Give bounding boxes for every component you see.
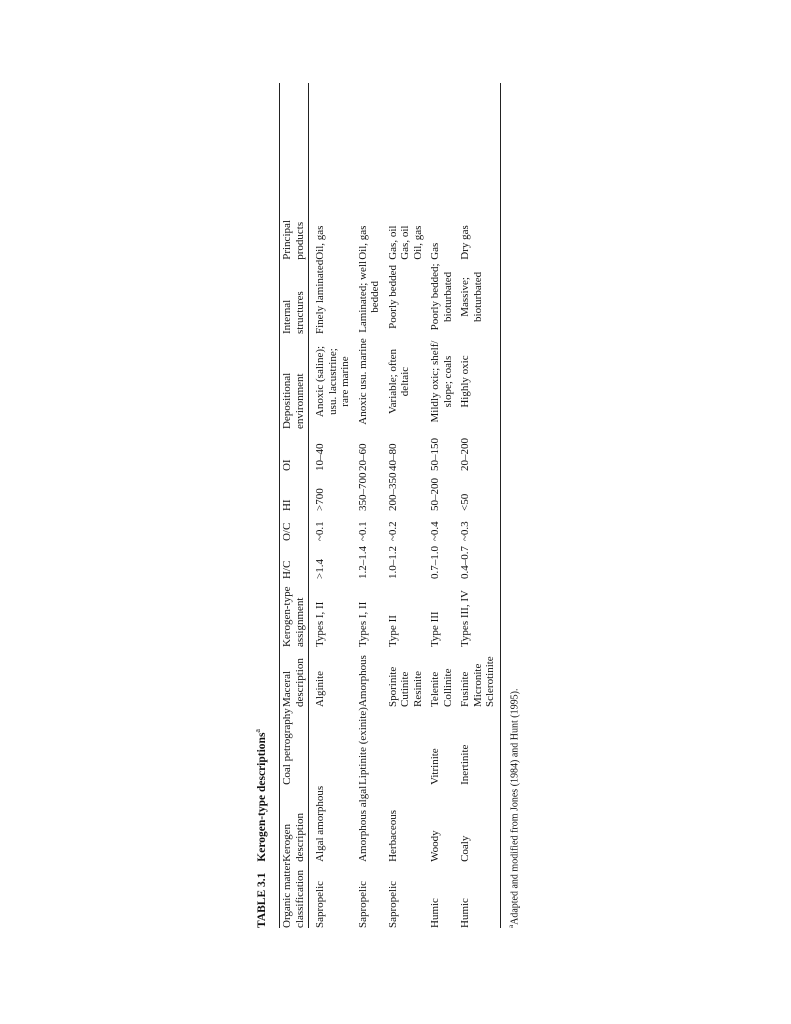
cell-oi [459, 429, 502, 471]
cell-line: ~0.1 [314, 521, 326, 542]
cell-omc [387, 862, 430, 928]
cell-line: Oil, gas [411, 225, 424, 260]
cell-line: Amorphous [356, 655, 369, 708]
cell-line: Variable; often [386, 348, 399, 415]
cell-line: 20–200 [459, 438, 471, 472]
cell-line: Sporinite [386, 666, 399, 708]
cell-line: bioturbated [471, 271, 484, 322]
cell-kta [308, 579, 357, 647]
cell-cp [387, 707, 430, 785]
cell-line: Anoxic (saline); [314, 345, 326, 418]
cell-md [459, 647, 502, 707]
column-header-de [281, 334, 308, 429]
cell-line: Resinite [411, 670, 424, 708]
cell-line: deltaic [399, 366, 411, 397]
column-header-oi [281, 429, 308, 471]
cell-kd [357, 785, 387, 862]
cell-line: 0.7–1.0 [429, 546, 441, 580]
cell-line: Gas, oil [399, 225, 411, 260]
cell-is [459, 260, 502, 334]
kerogen-type-table [281, 220, 502, 928]
cell-omc [308, 862, 357, 928]
cell-line: Gas, oil [386, 225, 399, 260]
column-header-line: description [293, 658, 306, 708]
cell-line: Types I, II [314, 601, 326, 648]
table-footnote [507, 689, 520, 928]
cell-kd [308, 785, 357, 862]
table-header-row [281, 220, 308, 928]
cell-line: rare marine [339, 356, 351, 407]
column-header-line: Coal petrography [281, 708, 293, 785]
cell-line: Type III [429, 611, 441, 648]
footnote-text: Adapted and modified from Jones (1984) and Hunt (1995). [509, 688, 521, 925]
cell-oc [429, 511, 459, 541]
cell-kta [357, 579, 387, 647]
cell-pp [459, 220, 502, 260]
column-header-line: assignment [293, 597, 306, 648]
cell-line: Sapropelic [356, 880, 369, 928]
cell-is [357, 260, 387, 334]
cell-kta [429, 579, 459, 647]
cell-line: 200–350 [386, 472, 399, 512]
cell-line: Collinite [441, 668, 454, 708]
cell-md [387, 647, 430, 707]
cell-hi [357, 471, 387, 511]
cell-is [387, 260, 430, 334]
column-header-line: Depositional [281, 372, 293, 430]
cell-kta [459, 579, 502, 647]
table-title [253, 729, 268, 862]
column-header-line: structures [293, 291, 306, 335]
cell-line: Herbaceous [386, 810, 399, 862]
cell-line: Mildly oxic; shelf/ [429, 340, 441, 423]
column-header-line: Organic matter [281, 861, 293, 928]
cell-oi [429, 429, 459, 471]
cell-hc [459, 541, 502, 579]
cell-line: Coaly [459, 835, 471, 862]
cell-hc [429, 541, 459, 579]
column-header-is [281, 260, 308, 334]
cell-line: Dry gas [459, 225, 471, 260]
table-title-note-mark: a [253, 729, 262, 733]
column-header-pp [281, 220, 308, 260]
cell-line: Oil, gas [314, 225, 326, 260]
cell-cp [308, 707, 357, 785]
cell-oc [308, 511, 357, 541]
table-title-text: Kerogen-type descriptions [255, 732, 268, 862]
cell-omc [459, 862, 502, 928]
cell-hc [357, 541, 387, 579]
table-caption [253, 729, 268, 928]
cell-hc [387, 541, 430, 579]
cell-is [308, 260, 357, 334]
table-top-rule [279, 83, 280, 928]
cell-md [357, 647, 387, 707]
cell-oc [387, 511, 430, 541]
column-header-line: HI [281, 499, 293, 512]
cell-omc [357, 862, 387, 928]
cell-line: 10–40 [314, 443, 326, 472]
column-header-line: environment [293, 373, 306, 430]
cell-pp [357, 220, 387, 260]
cell-line: ~0.1 [356, 521, 369, 542]
column-header-line: O/C [281, 522, 293, 542]
table-label: TABLE 3.1 [255, 872, 268, 928]
column-header-oc [281, 511, 308, 541]
table-row [429, 220, 459, 928]
cell-line: ~0.2 [386, 521, 399, 542]
column-header-line: Kerogen-type [281, 586, 293, 648]
column-header-cp [281, 707, 308, 785]
cell-cp [429, 707, 459, 785]
column-header-line: Maceral [281, 670, 293, 708]
cell-line: Fusinite [459, 671, 471, 708]
cell-line: >700 [314, 488, 326, 512]
cell-line: Inertinite [459, 744, 471, 785]
cell-line: 1.0–1.2 [386, 546, 399, 580]
column-header-line: Internal [281, 299, 293, 335]
cell-hi [429, 471, 459, 511]
column-header-line: products [293, 221, 306, 260]
cell-line: Vitrinite [429, 748, 441, 785]
cell-line: 0.4–0.7 [459, 546, 471, 580]
column-header-line: Principal [281, 220, 293, 260]
cell-line: Types III, IV [459, 590, 471, 648]
column-header-hc [281, 541, 308, 579]
cell-line: Types I, II [356, 601, 369, 648]
footnote-mark: a [507, 924, 515, 928]
cell-kd [387, 785, 430, 862]
cell-line: Finely laminated [314, 259, 326, 335]
cell-line: Type II [386, 615, 399, 648]
cell-line: usu. lacustrine; [326, 348, 339, 415]
cell-line: Telenite [429, 671, 441, 708]
cell-line: Liptinite (exinite) [356, 707, 369, 785]
column-header-kd [281, 785, 308, 862]
cell-cp [357, 707, 387, 785]
cell-md [429, 647, 459, 707]
cell-md [308, 647, 357, 707]
cell-line: bedded [369, 281, 381, 313]
cell-omc [429, 862, 459, 928]
cell-line: slope; coals [441, 355, 454, 408]
cell-line: Massive; [459, 277, 471, 317]
cell-oi [357, 429, 387, 471]
cell-line: ~0.4 [429, 521, 441, 542]
cell-line: >1.4 [314, 559, 326, 580]
cell-pp [308, 220, 357, 260]
cell-de [387, 334, 430, 429]
cell-hi [308, 471, 357, 511]
cell-line: 350–700 [356, 472, 369, 512]
cell-de [357, 334, 387, 429]
cell-line: Highly oxic [459, 355, 471, 408]
cell-line: Poorly bedded [386, 264, 399, 329]
cell-line: Cutinite [399, 671, 411, 708]
column-header-hi [281, 471, 308, 511]
column-header-line: OI [281, 459, 293, 472]
table-row [308, 220, 357, 928]
cell-hc [308, 541, 357, 579]
cell-hi [387, 471, 430, 511]
column-header-kta [281, 579, 308, 647]
cell-de [459, 334, 502, 429]
column-header-line: Kerogen [281, 824, 293, 862]
cell-line: Anoxic usu. marine [356, 338, 369, 425]
cell-kd [459, 785, 502, 862]
cell-cp [459, 707, 502, 785]
cell-line: Woody [429, 830, 441, 862]
cell-line: 20–60 [356, 443, 369, 472]
cell-pp [387, 220, 430, 260]
cell-oi [308, 429, 357, 471]
cell-line: Gas [429, 242, 441, 260]
cell-kta [387, 579, 430, 647]
cell-line: Alginite [314, 670, 326, 708]
table-row [459, 220, 502, 928]
column-header-line: H/C [281, 560, 293, 580]
cell-line: 1.2–1.4 [356, 546, 369, 580]
cell-line: Amorphous algal [356, 785, 369, 862]
cell-line: Sapropelic [386, 880, 399, 928]
cell-line: Oil, gas [356, 225, 369, 260]
cell-pp [429, 220, 459, 260]
cell-line: bioturbated [441, 271, 454, 322]
cell-oc [357, 511, 387, 541]
cell-line: Sclerotinite [484, 656, 496, 708]
cell-de [308, 334, 357, 429]
column-header-md [281, 647, 308, 707]
cell-line: 50–150 [429, 438, 441, 472]
cell-oc [459, 511, 502, 541]
cell-hi [459, 471, 502, 511]
cell-line: Laminated; well [356, 261, 369, 333]
cell-line: Algal amorphous [314, 785, 326, 862]
cell-line: Poorly bedded; [429, 263, 441, 331]
cell-line: ~0.3 [459, 521, 471, 542]
table-row [357, 220, 387, 928]
cell-kd [429, 785, 459, 862]
column-header-line: description [293, 813, 306, 862]
cell-oi [387, 429, 430, 471]
cell-line: Humic [429, 898, 441, 928]
cell-line: Sapropelic [314, 880, 326, 928]
cell-line: Micronite [471, 663, 484, 708]
table-row [387, 220, 430, 928]
column-header-line: classification [293, 869, 306, 928]
cell-de [429, 334, 459, 429]
column-header-omc [281, 862, 308, 928]
cell-line: 40–80 [386, 443, 399, 472]
cell-line: Humic [459, 898, 471, 928]
rotated-table-page [253, 83, 528, 928]
cell-line: 50–200 [429, 478, 441, 512]
cell-is [429, 260, 459, 334]
cell-line: <50 [459, 493, 471, 512]
